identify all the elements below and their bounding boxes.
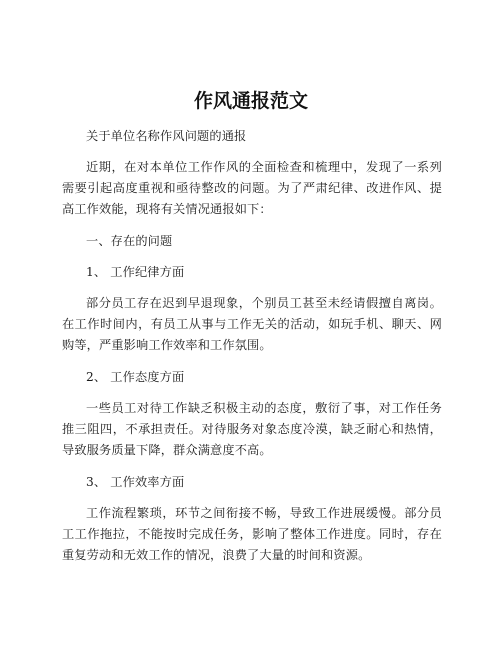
document-body <box>62 126 442 577</box>
document-title: 作风通报范文 <box>193 90 308 112</box>
item-paragraph-efficiency: 工作流程繁琐，环节之间衔接不畅，导致工作进展缓慢。部分员工工作拖拉，不能按时完成任务，影响了整体工作进度。同时，存在重复劳动和无效工作的情况，浪费了大量的时间和资源。 <box>62 506 442 562</box>
item-heading-attitude: 2、 工作态度方面 <box>86 370 185 384</box>
intro-paragraph: 近期，在对本单位工作作风的全面检查和梳理中，发现了一系列需要引起高度重视和亟待整改的问题。为了严肃纪律、改进作风、提高工作效能，现将有关情况通报如下： <box>62 160 442 216</box>
item-heading-discipline: 1、 工作纪律方面 <box>86 265 185 279</box>
section-heading-problems: 一、存在的问题 <box>86 234 173 248</box>
item-paragraph-attitude: 一些员工对待工作缺乏积极主动的态度，敷衍了事，对工作任务推三阻四，不承担责任。对待服务对象态度冷漠，缺乏耐心和热情，导致服务质量下降，群众满意度不高。 <box>62 401 442 457</box>
item-paragraph-discipline: 部分员工存在迟到早退现象，个别员工甚至未经请假擅自离岗。在工作时间内，有员工从事与工作无关的活动，如玩手机、聊天、网购等，严重影响工作效率和工作氛围。 <box>62 296 442 352</box>
item-heading-efficiency: 3、 工作效率方面 <box>86 475 185 489</box>
document-subtitle: 关于单位名称作风问题的通报 <box>86 129 247 143</box>
